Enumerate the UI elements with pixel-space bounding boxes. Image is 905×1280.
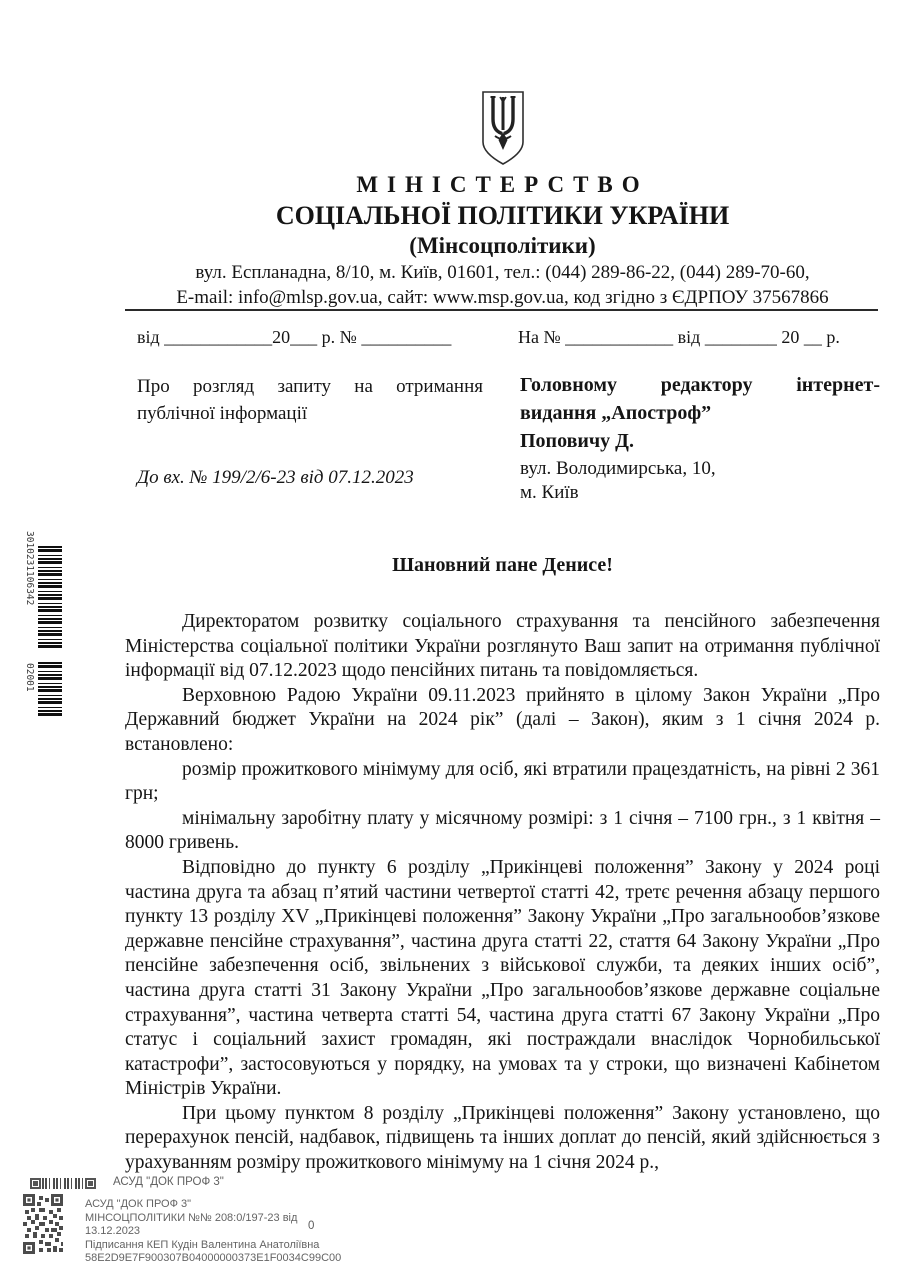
stamp-certificate-hash: 58E2D9E7F900307B04000000373E1F0034C99C00 [85, 1252, 342, 1264]
incoming-request-reference: До вх. № 199/2/6-23 від 07.12.2023 [137, 467, 414, 488]
signature-stamp-block [85, 1198, 341, 1266]
recipient-street: вул. Володимирська, 10, [520, 458, 716, 479]
recipient-block [520, 371, 880, 505]
stamp-registration: МІНСОЦПОЛІТИКИ №№ 208:0/197-23 від [85, 1211, 298, 1224]
letterhead [125, 90, 880, 310]
recipient-title-line1: Головному редактору інтернет- [520, 374, 880, 396]
body-paragraph-1: Директоратом розвитку соціального страхування та пенсійного забезпечення Міністерства соціальної політики України розглянуто Ваш запит на отримання публічної інформації від 07.12.2023 щодо пенсійних питань та повідомляється. [125, 611, 880, 682]
registration-barcode [38, 546, 62, 650]
subject-text: Про розгляд запиту на отримання публічної інформації [137, 376, 483, 424]
body-paragraph-6: При цьому пунктом 8 розділу „Прикінцеві положення” Закону установлено, що перерахунок пенсій, надбавок, підвищень та інших доплат до пенсій, який здійснюється з урахуванням розміру прожиткового мінімуму на 1 січня 2024 р., [125, 1102, 880, 1174]
incoming-ref-blank: На № ____________ від ________ 20 __ р. [518, 327, 840, 347]
recipient-city: м. Київ [520, 482, 579, 503]
ministry-name-line1: МІНІСТЕРСТВО [356, 172, 649, 197]
qr-code [23, 1194, 63, 1254]
body-paragraph-5: Відповідно до пункту 6 розділу „Прикінцеві положення” Закону у 2024 році частина друга та абзац п’ятий частини четвертої статті 42, третє речення абзацу першого пункту 13 розділу XV „Прикінцеві положення” Закону України „Про загальнообов’язкове державне пенсійне страхування”, частина друга статті 22, стаття 64 Закону України „Про пенсійне забезпечення осіб, звільнених з військової служби, та деяких інших осіб”, частина друга статті 31 Закону України „Про загальнообов’язкове державне соціальне страхування”, частина четверта статті 54, частина друга статті 67 Закону України „Про статус і соціальний захист громадян, які постраждали внаслідок Чорнобильської катастрофи”, застосовуються у порядку, на умовах та у строки, що визначені Кабінетом Міністрів України. [125, 856, 880, 1100]
ministry-address-line: вул. Еспланадна, 8/10, м. Київ, 01601, тел.: (044) 289-86-22, (044) 289-70-60, [195, 262, 810, 283]
stamp-system: АСУД "ДОК ПРОФ 3" [85, 1198, 192, 1210]
recipient-name: Поповичу Д. [520, 430, 634, 452]
body-paragraph-3: розмір прожиткового мінімуму для осіб, які втратили працездатність, на рівні 2 361 грн; [125, 758, 880, 805]
ukraine-trident-icon [480, 90, 526, 166]
recipient-title-line2: видання „Апостроф” [520, 402, 712, 424]
edms-system-label: АСУД "ДОК ПРОФ 3" [113, 1176, 224, 1188]
registration-barcode-number-2: 02001 [24, 663, 35, 692]
strip-end-right [85, 1178, 96, 1189]
strip-end-left [30, 1178, 41, 1189]
header-divider [125, 309, 878, 311]
strip-bars [42, 1178, 84, 1189]
ministry-contacts-line: E-mail: info@mlsp.gov.ua, сайт: www.msp.gov.ua, код згідно з ЄДРПОУ 37567866 [176, 287, 829, 308]
ministry-short-name: (Мінсоцполітики) [409, 233, 596, 258]
body-paragraph-4: мінімальну заробітну плату у місячному розмірі: з 1 січня – 7100 грн., з 1 квітня – 8000 гривень. [125, 807, 880, 854]
subject-block [137, 373, 483, 489]
letter-body [125, 610, 880, 1176]
stamp-signer: Підписання КЕП Кудін Валентина Анатоліївна [85, 1238, 320, 1251]
ministry-name-line2: СОЦІАЛЬНОЇ ПОЛІТИКИ УКРАЇНИ [275, 201, 730, 230]
body-paragraph-2: Верховною Радою України 09.11.2023 прийнято в цілому Закон України „Про Державний бюджет України на 2024 рік” (далі – Закон), яким з 1 січня 2024 р. встановлено: [125, 684, 880, 755]
salutation: Шановний пане Денисе! [392, 554, 613, 576]
datamatrix-strip-icon [30, 1178, 96, 1189]
page-marker: 0 [308, 1220, 315, 1232]
stamp-date: 13.12.2023 [85, 1225, 141, 1237]
registration-barcode-2 [38, 662, 62, 717]
outgoing-ref-blank: від ____________20___ р. № __________ [137, 327, 452, 347]
registration-barcode-number: 3010231106342 [24, 531, 35, 606]
